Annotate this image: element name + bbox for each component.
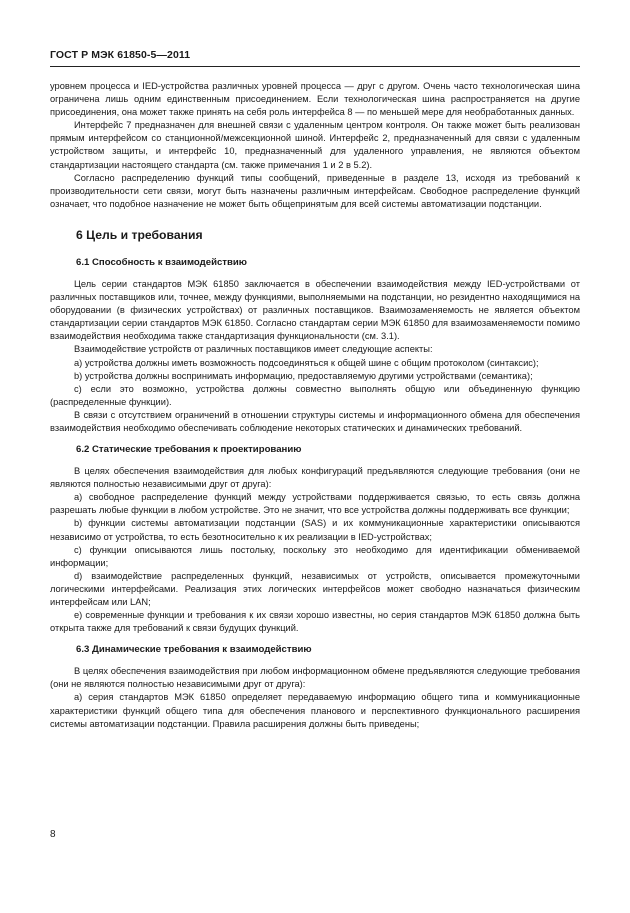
paragraph: Цель серии стандартов МЭК 61850 заключается в обеспечении взаимодействия между IED-устройствами от различных поставщиков или, точнее, между функциями, выполняемыми на подстанции, но резидентно находящимися на оборудовании (в физических устройствах) от различных поставщиков. Взаимозаменяемость не является объектом стандартизации серии стандартов МЭК 61850. Согласно стандартам серии МЭК 61850 для взаимозаменяемости помимо взаимодействия необходима также стандартизация функциональности (см. 3.1). xyxy=(50,278,580,342)
subsection-heading: 6.3 Динамические требования к взаимодействию xyxy=(76,644,312,656)
header-rule xyxy=(50,66,580,67)
section-heading: 6 Цель и требования xyxy=(76,227,203,242)
list-item: a) серия стандартов МЭК 61850 определяет передаваемую информацию общего типа и коммуникационные характеристики функций общего типа для обеспечения планового и перспективного функционального расширения системы автоматизации подстанции. Правила расширения должны быть приведены; xyxy=(50,692,580,729)
page-number: 8 xyxy=(50,829,56,840)
paragraph: В целях обеспечения взаимодействия для любых конфигураций предъявляются следующие требования (они не являются полностью независимыми друг от друга): xyxy=(50,466,580,490)
paragraph: В связи с отсутствием ограничений в отношении структуры системы и информационного обмена для обеспечения взаимодействия необходимо обеспечивать соблюдение некоторых статических и динамических требований. xyxy=(50,409,580,433)
list-item: c) если это возможно, устройства должны совместно выполнять общую или объединенную функцию (распределенные функции). xyxy=(50,383,580,407)
paragraph: В целях обеспечения взаимодействия при любом информационном обмене предъявляются следующие требования (они не являются полностью независимыми друг от друга): xyxy=(50,666,580,690)
list-item: c) функции описываются лишь постольку, поскольку это необходимо для идентификации обмениваемой информации; xyxy=(50,544,580,568)
paragraph: Интерфейс 7 предназначен для внешней связи с удаленным центром контроля. Он также может быть реализован прямым интерфейсом со станционной/межсекционной шиной. Интерфейс 2, предназначенный для связи с удаленным устройством защиты, и интерфейс 10, предназначенный для удаленного управления, не являются объектом стандартизации настоящего стандарта (см. также примечания 1 и 2 в 5.2). xyxy=(50,120,580,170)
subsection-heading: 6.1 Способность к взаимодействию xyxy=(76,256,247,268)
paragraph: уровнем процесса и IED-устройства различных уровней процесса — друг с другом. Очень часто технологическая шина ограничена лишь одним единственным присоединением. Если технологическая шина распространяется на другие присоединения, она может также принять на себя роль интерфейса 8 — по меньшей мере для необработанных данных. xyxy=(50,81,580,118)
list-item: a) свободное распределение функций между устройствами поддерживается связью, то есть связь должна разрешать любые функции в любом устройстве. Это не значит, что все устройства должны поддерживать все функции; xyxy=(50,492,580,516)
document-header: ГОСТ Р МЭК 61850-5—2011 xyxy=(50,49,191,61)
list-item: a) устройства должны иметь возможность подсоединяться к общей шине с общим протоколом (синтаксис); xyxy=(74,357,539,368)
list-item: b) функции системы автоматизации подстанции (SAS) и их коммуникационные характеристики описываются независимо от устройства, то есть безотносительно к их реализации в IED-устройствах; xyxy=(50,518,580,542)
list-item: d) взаимодействие распределенных функций, независимых от устройств, описывается промежуточными логическими интерфейсами. Реализация этих логических интерфейсов может свободно назначаться физическим интерфейсам или LAN; xyxy=(50,570,580,607)
list-item: b) устройства должны воспринимать информацию, предоставляемую другими устройствами (семантика); xyxy=(74,370,533,381)
paragraph: Согласно распределению функций типы сообщений, приведенные в разделе 13, исходя из требований к производительности сети связи, могут быть назначены различным интерфейсам. Свободное распределение функций означает, что подобное назначение не может быть общепринятым для всей системы автоматизации подстанции. xyxy=(50,172,580,209)
paragraph: Взаимодействие устройств от различных поставщиков имеет следующие аспекты: xyxy=(74,344,433,355)
list-item: e) современные функции и требования к их связи хорошо известны, но серия стандартов МЭК 61850 должна быть открыта также для требований к связи будущих функций. xyxy=(50,610,580,634)
subsection-heading: 6.2 Статические требования к проектированию xyxy=(76,444,302,456)
document-body xyxy=(50,80,580,731)
